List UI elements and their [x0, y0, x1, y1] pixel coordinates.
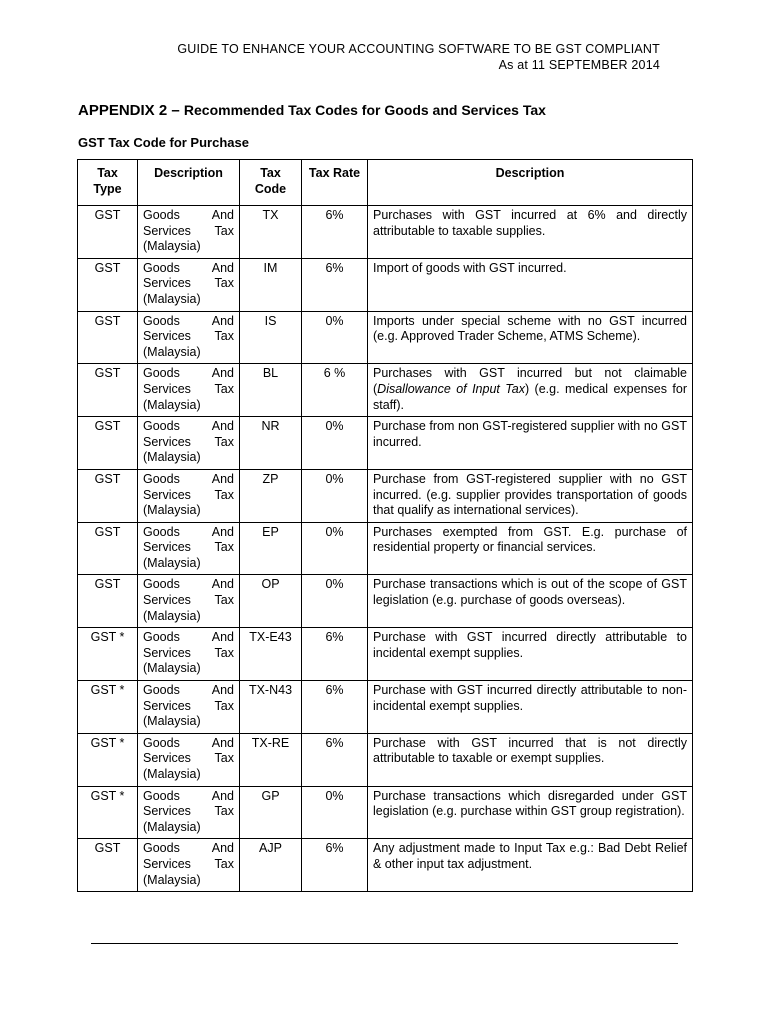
cell-tax-type: GST — [78, 311, 138, 364]
cell-description: Goods And Services Tax (Malaysia) — [138, 839, 240, 892]
cell-detail: Any adjustment made to Input Tax e.g.: Bad Debt Relief & other input tax adjustment. — [368, 839, 693, 892]
header-tax-code: Tax Code — [240, 160, 302, 206]
cell-tax-rate: 6% — [302, 628, 368, 681]
cell-detail: Purchase with GST incurred directly attributable to incidental exempt supplies. — [368, 628, 693, 681]
cell-detail: Purchase from non GST-registered supplier with no GST incurred. — [368, 417, 693, 470]
header-tax-type: Tax Type — [78, 160, 138, 206]
cell-tax-code: GP — [240, 786, 302, 839]
cell-detail: Purchase transactions which is out of the scope of GST legislation (e.g. purchase of goods overseas). — [368, 575, 693, 628]
cell-description: Goods And Services Tax (Malaysia) — [138, 733, 240, 786]
table-row — [78, 258, 693, 311]
appendix-subtitle: Recommended Tax Codes for Goods and Services Tax — [183, 102, 546, 118]
cell-tax-type: GST — [78, 575, 138, 628]
cell-description: Goods And Services Tax (Malaysia) — [138, 206, 240, 259]
header-detail-description: Description — [368, 160, 693, 206]
cell-description: Goods And Services Tax (Malaysia) — [138, 311, 240, 364]
cell-tax-type: GST — [78, 417, 138, 470]
cell-tax-rate: 6% — [302, 258, 368, 311]
appendix-separator: – — [167, 102, 184, 119]
cell-tax-code: AJP — [240, 839, 302, 892]
cell-tax-type: GST — [78, 839, 138, 892]
cell-detail: Purchase with GST incurred that is not directly attributable to taxable or exempt supplies. — [368, 733, 693, 786]
cell-tax-rate: 6% — [302, 839, 368, 892]
cell-tax-type: GST — [78, 206, 138, 259]
cell-tax-code: BL — [240, 364, 302, 417]
document-date: As at 11 SEPTEMBER 2014 — [498, 58, 660, 72]
table-row — [78, 628, 693, 681]
cell-detail: Purchases exempted from GST. E.g. purchase of residential property or financial services. — [368, 522, 693, 575]
cell-description: Goods And Services Tax (Malaysia) — [138, 786, 240, 839]
cell-tax-code: IM — [240, 258, 302, 311]
cell-tax-code: EP — [240, 522, 302, 575]
cell-description: Goods And Services Tax (Malaysia) — [138, 522, 240, 575]
section-title: GST Tax Code for Purchase — [78, 135, 249, 150]
cell-description: Goods And Services Tax (Malaysia) — [138, 575, 240, 628]
table-row — [78, 364, 693, 417]
document-title: GUIDE TO ENHANCE YOUR ACCOUNTING SOFTWARE TO BE GST COMPLIANT — [177, 42, 660, 56]
cell-tax-code: ZP — [240, 469, 302, 522]
cell-tax-code: TX — [240, 206, 302, 259]
cell-detail: Purchases with GST incurred at 6% and directly attributable to taxable supplies. — [368, 206, 693, 259]
table-row — [78, 417, 693, 470]
detail-text: Purchases with GST incurred but not claimable ( — [373, 366, 687, 396]
cell-tax-type: GST — [78, 469, 138, 522]
cell-tax-code: NR — [240, 417, 302, 470]
cell-tax-rate: 0% — [302, 575, 368, 628]
cell-tax-type: GST * — [78, 733, 138, 786]
cell-tax-type: GST — [78, 258, 138, 311]
cell-tax-rate: 6% — [302, 206, 368, 259]
header-description: Description — [138, 160, 240, 206]
detail-text: ) (e.g. medical expenses for staff). — [373, 381, 687, 412]
cell-description: Goods And Services Tax (Malaysia) — [138, 417, 240, 470]
cell-tax-type: GST — [78, 522, 138, 575]
cell-detail — [368, 364, 693, 417]
cell-description: Goods And Services Tax (Malaysia) — [138, 258, 240, 311]
cell-detail: Purchase with GST incurred directly attributable to non-incidental exempt supplies. — [368, 681, 693, 734]
cell-tax-type: GST * — [78, 786, 138, 839]
table-row — [78, 206, 693, 259]
cell-detail: Purchase from GST-registered supplier with no GST incurred. (e.g. supplier provides transportation of goods that qualify as international services). — [368, 469, 693, 522]
table-row — [78, 786, 693, 839]
table-header-row — [78, 160, 693, 206]
footer-divider — [91, 943, 678, 944]
cell-tax-code: OP — [240, 575, 302, 628]
cell-tax-rate: 0% — [302, 786, 368, 839]
cell-tax-code: IS — [240, 311, 302, 364]
cell-description: Goods And Services Tax (Malaysia) — [138, 469, 240, 522]
page-header — [177, 41, 660, 73]
table-row — [78, 733, 693, 786]
cell-description: Goods And Services Tax (Malaysia) — [138, 681, 240, 734]
cell-tax-code: TX-E43 — [240, 628, 302, 681]
cell-detail: Purchase transactions which disregarded under GST legislation (e.g. purchase within GST group registration). — [368, 786, 693, 839]
cell-description: Goods And Services Tax (Malaysia) — [138, 628, 240, 681]
cell-tax-type: GST * — [78, 681, 138, 734]
appendix-label: APPENDIX 2 — [78, 102, 168, 119]
cell-tax-rate: 6% — [302, 733, 368, 786]
cell-tax-type: GST — [78, 364, 138, 417]
cell-tax-rate: 6% — [302, 681, 368, 734]
cell-tax-type: GST * — [78, 628, 138, 681]
cell-detail: Import of goods with GST incurred. — [368, 258, 693, 311]
cell-tax-code: TX-RE — [240, 733, 302, 786]
tax-code-table — [77, 159, 693, 892]
table-row — [78, 575, 693, 628]
cell-description: Goods And Services Tax (Malaysia) — [138, 364, 240, 417]
table-row — [78, 522, 693, 575]
appendix-title — [78, 102, 546, 119]
header-tax-rate: Tax Rate — [302, 160, 368, 206]
cell-tax-rate: 0% — [302, 311, 368, 364]
table-row — [78, 311, 693, 364]
table-row — [78, 839, 693, 892]
detail-italic-text: Disallowance of Input Tax — [377, 381, 525, 396]
table-row — [78, 681, 693, 734]
table-row — [78, 469, 693, 522]
cell-tax-rate: 0% — [302, 469, 368, 522]
cell-tax-rate: 0% — [302, 417, 368, 470]
cell-detail: Imports under special scheme with no GST incurred (e.g. Approved Trader Scheme, ATMS Scheme). — [368, 311, 693, 364]
cell-tax-rate: 0% — [302, 522, 368, 575]
cell-tax-rate: 6 % — [302, 364, 368, 417]
cell-tax-code: TX-N43 — [240, 681, 302, 734]
